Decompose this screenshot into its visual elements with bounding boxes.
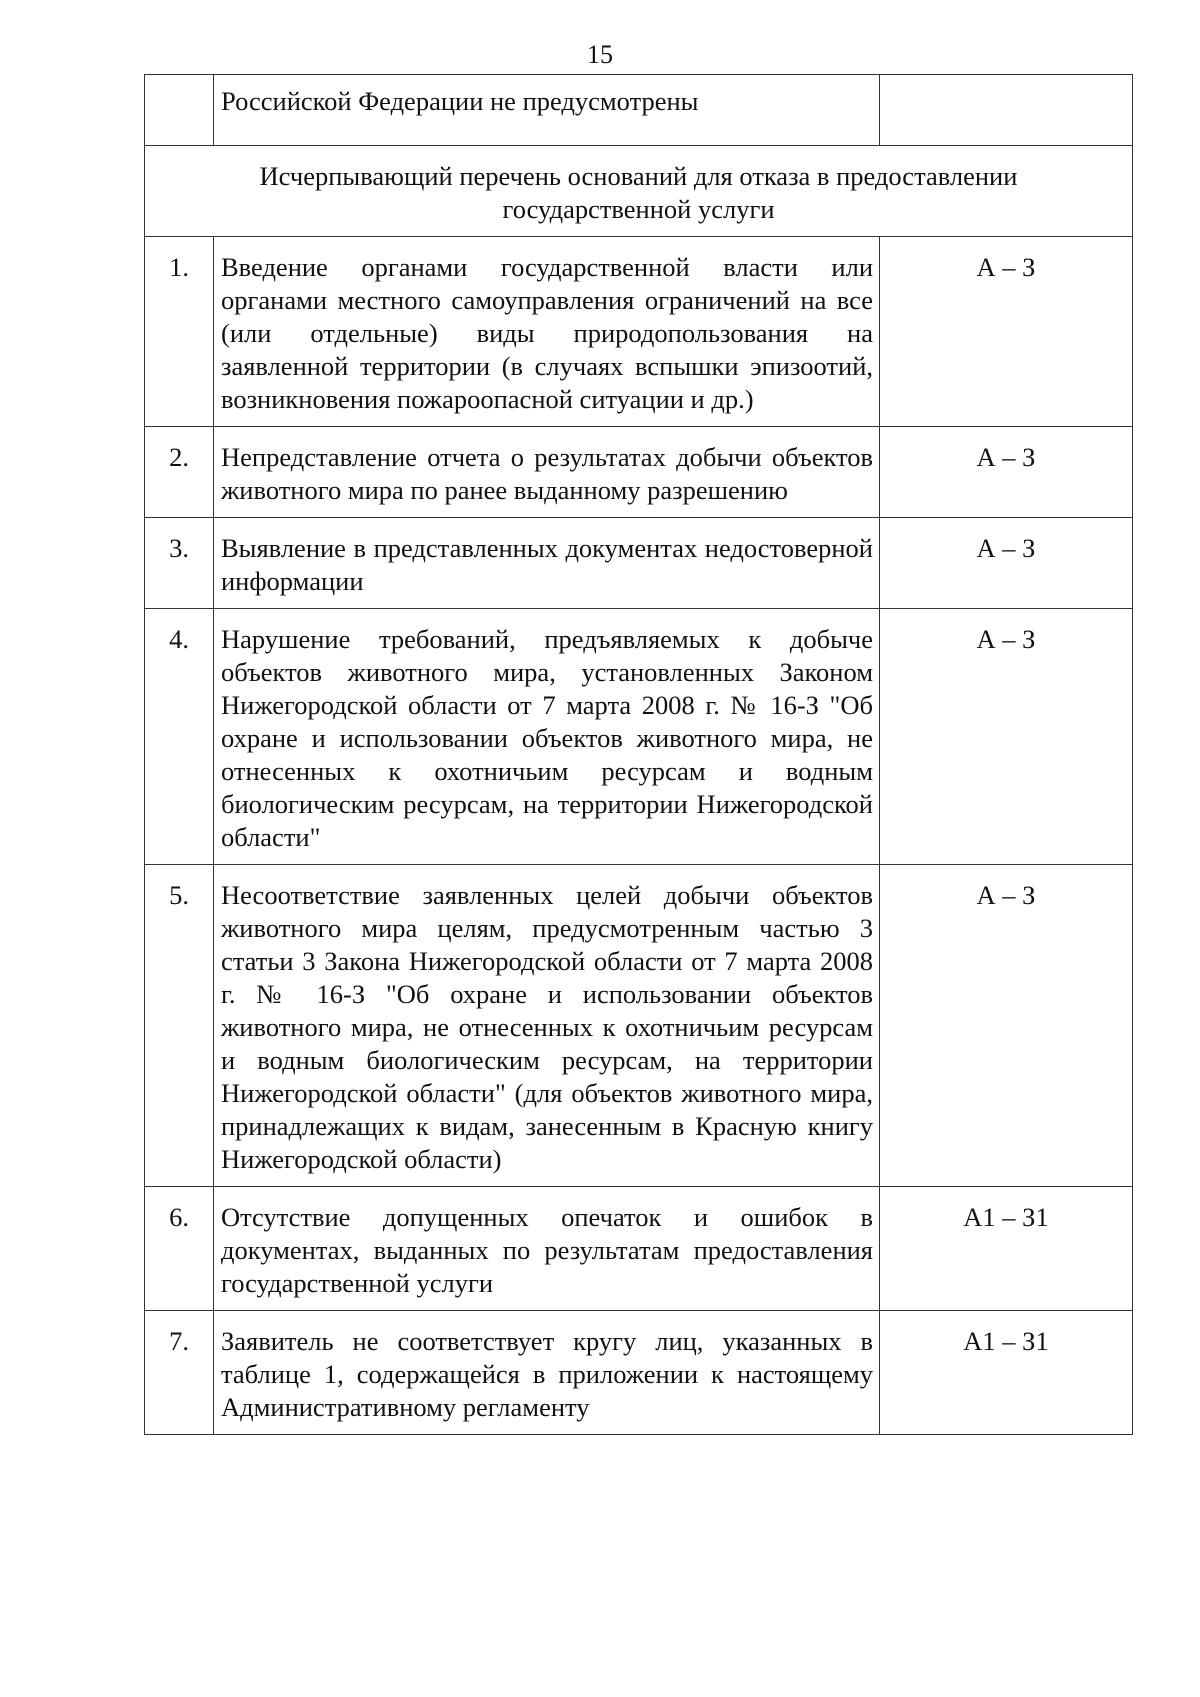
table-row	[145, 609, 1133, 865]
table-row	[145, 1311, 1133, 1435]
section-header-row	[145, 146, 1133, 237]
grounds-for-refusal-table	[144, 74, 1133, 1435]
row-text: Несоответствие заявленных целей добычи объектов животного мира целям, предусмотренным частью 3 статьи 3 Закона Нижегородской области от 7 марта 2008 г. № 16-З "Об охране и использовании объектов животного мира, не отнесенных к охотничьим ресурсам и водным биологическим ресурсам, на территории Нижегородской области" (для объектов животного мира, принадлежащих к видам, занесенным в Красную книгу Нижегородской области)	[214, 865, 880, 1187]
row-code: А – З	[880, 427, 1133, 518]
row-code: А1 – З1	[880, 1311, 1133, 1435]
row-text: Заявитель не соответствует кругу лиц, указанных в таблице 1, содержащейся в приложении к настоящему Административному регламенту	[214, 1311, 880, 1435]
row-text: Нарушение требований, предъявляемых к добыче объектов животного мира, установленных Законом Нижегородской области от 7 марта 2008 г. № 16-З "Об охране и использовании объектов животного мира, не отнесенных к охотничьим ресурсам и водным биологическим ресурсам, на территории Нижегородской области"	[214, 609, 880, 865]
row-number: 1.	[145, 237, 214, 427]
row-code-cell	[880, 75, 1133, 146]
table-row-continuation	[145, 75, 1133, 146]
row-number: 5.	[145, 865, 214, 1187]
table-row	[145, 427, 1133, 518]
row-code: А – З	[880, 865, 1133, 1187]
row-text: Выявление в представленных документах недостоверной информации	[214, 518, 880, 609]
row-number: 6.	[145, 1187, 214, 1311]
table-row	[145, 865, 1133, 1187]
row-number: 7.	[145, 1311, 214, 1435]
row-text: Введение органами государственной власти или органами местного самоуправления ограничений на все (или отдельные) виды природопользования на заявленной территории (в случаях вспышки эпизоотий, возникновения пожароопасной ситуации и др.)	[214, 237, 880, 427]
row-number: 3.	[145, 518, 214, 609]
row-code: А – З	[880, 609, 1133, 865]
page-number: 15	[587, 40, 613, 69]
row-code: А – З	[880, 237, 1133, 427]
table-row	[145, 518, 1133, 609]
row-number: 2.	[145, 427, 214, 518]
table-row	[145, 1187, 1133, 1311]
row-code: А1 – З1	[880, 1187, 1133, 1311]
row-number-cell	[145, 75, 214, 146]
section-header: Исчерпывающий перечень оснований для отказа в предоставлении государственной услуги	[145, 146, 1133, 237]
row-text: Отсутствие допущенных опечаток и ошибок в документах, выданных по результатам предоставления государственной услуги	[214, 1187, 880, 1311]
row-code: А – З	[880, 518, 1133, 609]
row-text: Непредставление отчета о результатах добычи объектов животного мира по ранее выданному разрешению	[214, 427, 880, 518]
row-number: 4.	[145, 609, 214, 865]
continuation-text: Российской Федерации не предусмотрены	[214, 75, 880, 146]
table-row	[145, 237, 1133, 427]
